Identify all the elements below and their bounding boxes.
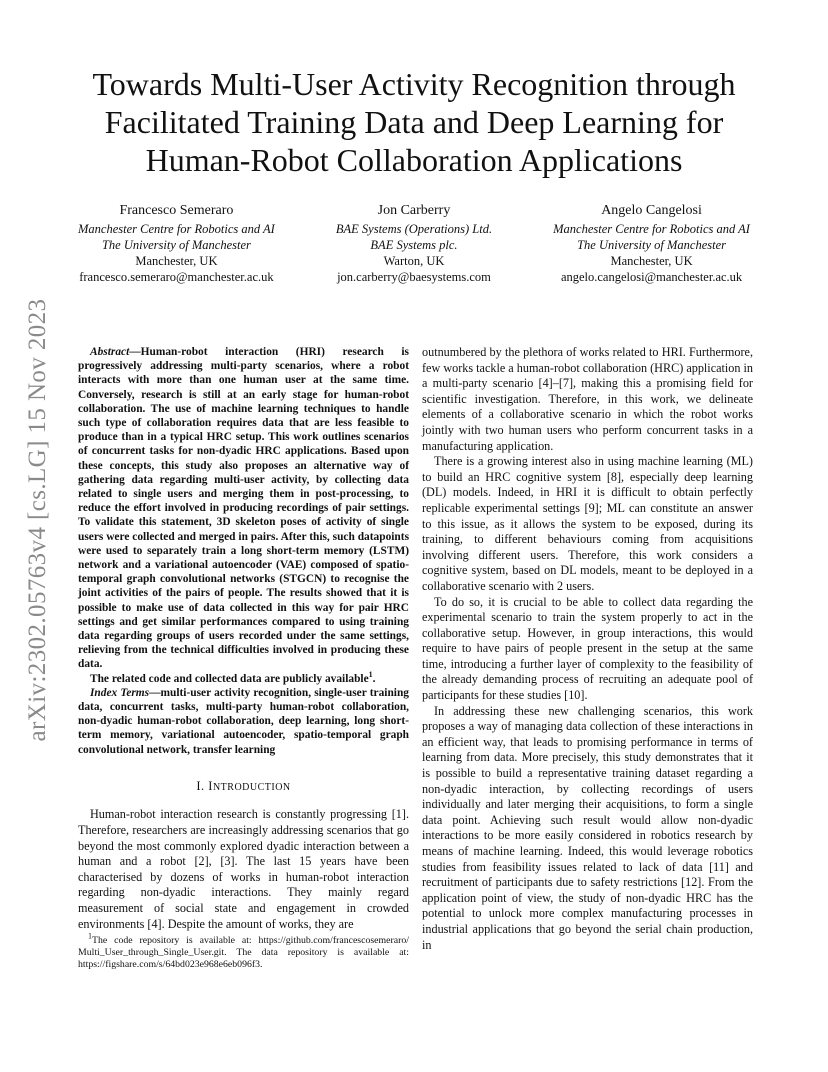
author-affiliation: Manchester Centre for Robotics and AI — [553, 222, 750, 236]
section-heading — [78, 779, 409, 796]
author-email: angelo.cangelosi@manchester.ac.uk — [560, 270, 743, 284]
author-location: Manchester, UK — [610, 254, 693, 268]
author-affiliation: The University of Manchester — [577, 238, 727, 252]
author-name: Francesco Semeraro — [119, 203, 234, 218]
author-email: jon.carberry@baesystems.com — [337, 270, 491, 284]
author-affiliation: Manchester Centre for Robotics and AI — [78, 222, 275, 236]
author-1 — [78, 202, 275, 285]
paper-title: Towards Multi-User Activity Recognition through Facilitated Training Data and Deep Learning for Human-Robot Collaboration Applications — [92, 66, 736, 178]
section-numeral: I. — [196, 778, 205, 793]
body-paragraph: outnumbered by the plethora of works related to HRI. Furthermore, few works tackle a human-robot collaboration (HRC) application in a multi-party scenario [4]–[7], making this a promising field for scientific investigation. Therefore, in this work, we delineate elements of a collaborative scenario in which the robot works jointly with two human users who perform concurrent tasks in a manufacturing application. — [422, 345, 753, 453]
left-column — [78, 345, 409, 932]
body-paragraph: There is a growing interest also in using machine learning (ML) to build an HRC cognitive system [8], especially deep learning (DL) models. Indeed, in HRI it is difficult to obtain perfectly replicable experimental settings [9]; ML can constitute an answer to this issue, as it allows the system to be exposed, during its training, to different behaviours coming from acquisitions involving different users. Therefore, this work considers a cognitive system, based on DL models, meant to be deployed in a collaborative scenario with 2 users. — [422, 454, 753, 593]
author-affiliation: BAE Systems plc. — [370, 238, 458, 252]
abstract-body: —Human-robot interaction (HRI) research is progressively addressing multi-party scenarios, where a robot interacts with more than one human user at the same time. Conversely, research is still at an early stage for human-robot collaboration. The use of machine learning techniques to handle such type of collaboration requires data that are less feasible to produce than in a typical HRC setup. This work outlines scenarios of concurrent tasks for non-dyadic HRC applications. Based upon these concepts, this study also proposes an alternative way of gathering data regarding multi-user activity, by collecting data related to single users and merging them in post-processing, to reduce the effort involved in producing recordings of pair settings. To validate this statement, 3D skeleton poses of activity of single users were collected and merged in pairs. After this, such datapoints were used to separately train a long short-term memory (LSTM) network and a variational autoencoder (VAE) composed of spatio-temporal graph convolutional networks (STGCN) to recognise the joint activities of the pairs of people. The results showed that it is possible to make use of data collected in this way for pair HRC settings and get similar performances compared to using training data regarding groups of users recorded under the same settings, relieving from the technical difficulties involved in producing these data. — [78, 346, 409, 671]
author-email: francesco.semeraro@manchester.ac.uk — [79, 270, 274, 284]
index-terms-lead: Index Terms — [90, 686, 150, 699]
arxiv-sidebar — [18, 240, 58, 800]
body-paragraph: In addressing these new challenging scenarios, this work proposes a way of managing data collection of these interactions in an efficient way, that leads to promising performance in terms of learning from data. More precisely, this study demonstrates that it is possible to build a representative training dataset regarding a non-dyadic interaction, by collecting recordings of users individually and later merging their acquisitions, to form a single data point. Achieving such result would allow non-dyadic interactions to be more easily considered in robotics research by means of machine learning. Indeed, this would leverage robotics studies from feasibility issues related to lack of data [11] and recruitment of participants due to safety restrictions [12]. From the application point of view, the study of non-dyadic HRC has the potential to unlock more complex manufacturing processes in industrial applications that go beyond the serial chain production, in — [422, 703, 753, 952]
author-name: Angelo Cangelosi — [601, 203, 702, 218]
footnote-mark: 1 — [368, 669, 373, 679]
author-affiliation: BAE Systems (Operations) Ltd. — [335, 222, 493, 236]
body-paragraph: To do so, it is crucial to be able to collect data regarding the experimental scenario to train the system properly to act in the collaborative setup. However, in group interactions, this would require to have pairs of people present in the setup at the same time, introducing a further layer of complexity to the feasibility of the already demanding process of recruiting an adequate pool of participants for these studies [10]. — [422, 594, 753, 703]
author-location: Warton, UK — [383, 254, 445, 268]
right-column — [422, 345, 753, 953]
index-terms — [78, 686, 409, 757]
author-location: Manchester, UK — [135, 254, 218, 268]
footnote-number: 1 — [88, 931, 92, 941]
author-block — [78, 202, 750, 285]
author-3 — [553, 202, 750, 285]
footnote — [78, 931, 409, 972]
author-name: Jon Carberry — [377, 203, 451, 218]
index-terms-body: —multi-user activity recognition, single-user training data, concurrent tasks, multi-party human-robot collaboration, non-dyadic human-robot collaboration, deep learning, long short-term memory, variational autoencoder, spatio-temporal graph convolutional network, transfer learning — [78, 686, 409, 756]
body-paragraph: Human-robot interaction research is constantly progressing [1]. Therefore, researchers are increasingly addressing scenarios that go beyond the most commonly explored dyadic interaction between a human and a robot [2], [3]. The last 15 years have been characterised by dozens of works in human-robot interaction regarding non-dyadic interactions. They mainly regard measurement of social state and engagement in crowded environments [4]. Despite the amount of works, they are — [78, 807, 409, 931]
author-2 — [336, 202, 492, 285]
abstract — [78, 345, 409, 672]
abstract-lead: Abstract — [90, 346, 130, 358]
author-affiliation: The University of Manchester — [101, 238, 251, 252]
arxiv-identifier: arXiv:2302.05763v4 [cs.LG] 15 Nov 2023 — [24, 298, 51, 742]
footnote-text: The code repository is available at: https://github.com/francescosemeraro/ Multi_User_through_Single_User.git. The data repository is available at: https://figshare.com/s/64bd023e968e6eb096f3. — [78, 935, 409, 971]
section-title: INTRODUCTION — [208, 778, 291, 793]
code-availability-note: The related code and collected data are publicly available$^1$. — [90, 669, 376, 685]
